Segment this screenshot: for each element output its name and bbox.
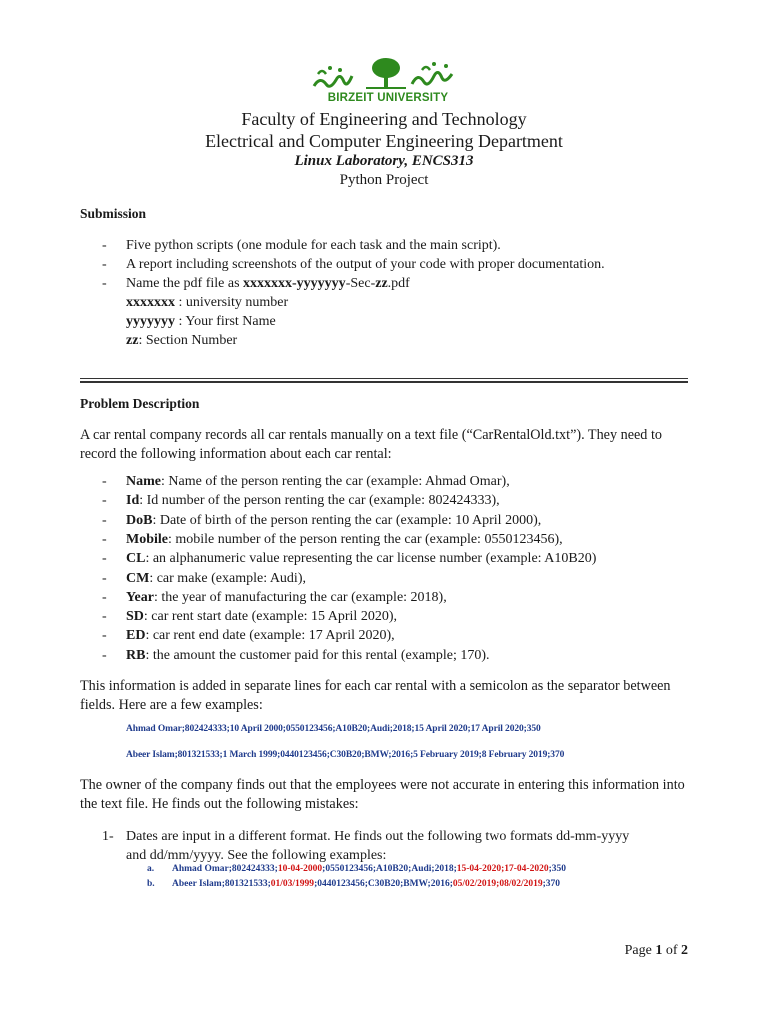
problem-title: Problem Description <box>80 396 200 411</box>
owner-paragraph: The owner of the company finds out that the employees were not accurate in entering this information into the text file. He finds out the following mistakes: <box>80 777 685 813</box>
field-item <box>126 530 563 549</box>
submission-item-2: A report including screenshots of the output of your code with proper documentation. <box>126 257 605 272</box>
highlighted-date: 01/03/1999 <box>270 879 315 889</box>
bullet-dash: - <box>102 276 107 291</box>
field-item <box>126 588 447 607</box>
field-item <box>126 549 596 568</box>
submission-title: Submission <box>80 206 147 221</box>
field-key: Year <box>126 589 154 605</box>
plain-text: Ahmad Omar;802424333; <box>172 864 278 874</box>
legend-section-number <box>126 331 237 350</box>
separator-paragraph: This information is added in separate lines for each car rental with a semicolon as the separator between fields. Here are a few examples: <box>80 678 671 714</box>
legend-first-name <box>126 312 276 331</box>
field-key: CM <box>126 570 150 586</box>
field-desc: : Name of the person renting the car (example: Ahmad Omar), <box>161 474 510 489</box>
bullet-dash: - <box>102 570 107 586</box>
legend-key: xxxxxxx <box>126 295 175 310</box>
bullet-dash: - <box>102 589 107 605</box>
plain-text: ;0550123456;A10B20;Audi;2018; <box>322 864 457 874</box>
field-key: Mobile <box>126 531 168 547</box>
bullet-dash: - <box>102 493 107 509</box>
bullet-dash: - <box>102 238 107 253</box>
highlighted-separator: ; <box>496 879 500 889</box>
field-item <box>126 607 397 626</box>
plain-text: ;350 <box>548 864 566 874</box>
section-divider <box>80 378 688 379</box>
field-desc: : car rent end date (example: 17 April 2020), <box>145 628 395 644</box>
section-divider <box>80 381 688 383</box>
plain-text: ;370 <box>542 879 561 889</box>
field-desc: : an alphanumeric value representing the car license number (example: A10B20) <box>145 551 597 567</box>
field-desc: : the year of manufacturing the car (example: 2018), <box>154 589 447 605</box>
field-desc: : car rent start date (example: 15 April 2020), <box>143 609 397 625</box>
field-key: ED <box>126 628 146 644</box>
legend-key: zz <box>126 333 139 348</box>
field-item <box>126 646 490 665</box>
department-heading: Electrical and Computer Engineering Department <box>205 131 563 151</box>
field-key: Id <box>126 493 140 509</box>
bullet-dash: - <box>102 512 107 528</box>
faculty-heading: Faculty of Engineering and Technology <box>241 109 527 129</box>
field-key: SD <box>126 609 144 625</box>
highlighted-date: 08/02/2019 <box>499 879 543 889</box>
example-format-b <box>172 879 560 889</box>
example-line-2: Abeer Islam;801321533;1 March 1999;0440123456;C30B20;BMW;2016;5 February 2019;8 February 2019;370 <box>126 750 565 760</box>
bullet-dash: - <box>102 609 107 625</box>
filename-suffix: .pdf <box>387 276 410 291</box>
field-desc: : mobile number of the person renting the car (example: 0550123456), <box>168 531 563 547</box>
sub-label-a: a. <box>147 864 155 874</box>
page-number: 1 <box>655 943 663 958</box>
field-item <box>126 472 510 491</box>
mistake-1-line-2: and dd/mm/yyyy. See the following examples: <box>126 848 387 863</box>
field-desc: : Id number of the person renting the car (example: 802424333), <box>139 493 500 509</box>
bullet-dash: - <box>102 531 107 547</box>
field-key: RB <box>126 647 146 663</box>
field-key: DoB <box>126 512 153 528</box>
filename-prefix: Name the pdf file as <box>126 276 244 291</box>
bullet-dash: - <box>102 647 107 663</box>
page-label: Page <box>624 943 656 958</box>
legend-desc: : Your first Name <box>175 314 276 329</box>
legend-desc: : Section Number <box>138 333 238 348</box>
highlighted-date: 15-04-2020 <box>456 864 502 874</box>
field-desc: : the amount the customer paid for this rental (example; 170). <box>145 647 490 663</box>
university-name: BIRZEIT UNIVERSITY <box>327 92 449 104</box>
highlighted-date: 05/02/2019 <box>452 879 497 889</box>
of-label: of <box>662 943 681 958</box>
field-item <box>126 511 541 530</box>
filename-bold-2: zz <box>375 276 388 291</box>
page-footer <box>625 943 688 959</box>
field-desc: : Date of birth of the person renting the car (example: 10 April 2000), <box>152 512 542 528</box>
legend-university-number <box>126 293 288 312</box>
plain-text: Abeer Islam;801321533; <box>172 879 271 889</box>
plain-text: ;0440123456;C30B20;BMW;2016; <box>314 879 453 889</box>
submission-item-3 <box>126 274 410 293</box>
bullet-dash: - <box>102 257 107 272</box>
field-key: Name <box>126 474 161 489</box>
page-total: 2 <box>681 943 688 958</box>
project-heading: Python Project <box>339 172 429 188</box>
example-line-1: Ahmad Omar;802424333;10 April 2000;0550123456;A10B20;Audi;2018;15 April 2020;17 April 2020;350 <box>126 724 541 734</box>
field-item <box>126 569 306 588</box>
highlighted-date: 17-04-2020 <box>504 864 549 874</box>
example-format-a <box>172 864 566 874</box>
highlighted-date: 10-04-2000 <box>277 864 323 874</box>
legend-key: yyyyyyy <box>126 314 175 329</box>
field-item <box>126 626 395 645</box>
sub-label-b: b. <box>147 879 155 889</box>
filename-mid: -Sec- <box>345 276 376 291</box>
bullet-dash: - <box>102 628 107 644</box>
highlighted-separator: ; <box>501 864 505 874</box>
submission-item-1: Five python scripts (one module for each task and the main script). <box>126 238 501 253</box>
mistake-1-line-1: Dates are input in a different format. He finds out the following two formats dd-mm-yyyy <box>126 829 630 844</box>
course-heading: Linux Laboratory, ENCS313 <box>294 153 474 169</box>
field-key: CL <box>126 551 146 567</box>
filename-bold-1: xxxxxxx-yyyyyyy <box>243 276 346 291</box>
field-item <box>126 491 500 510</box>
mistake-number: 1- <box>102 829 114 844</box>
bullet-dash: - <box>102 551 107 567</box>
problem-intro: A car rental company records all car rentals manually on a text file (“CarRentalOld.txt”). They need to record the following information about each car rental: <box>80 427 662 463</box>
field-desc: : car make (example: Audi), <box>149 570 306 586</box>
bullet-dash: - <box>102 474 107 489</box>
legend-desc: : university number <box>175 295 289 310</box>
